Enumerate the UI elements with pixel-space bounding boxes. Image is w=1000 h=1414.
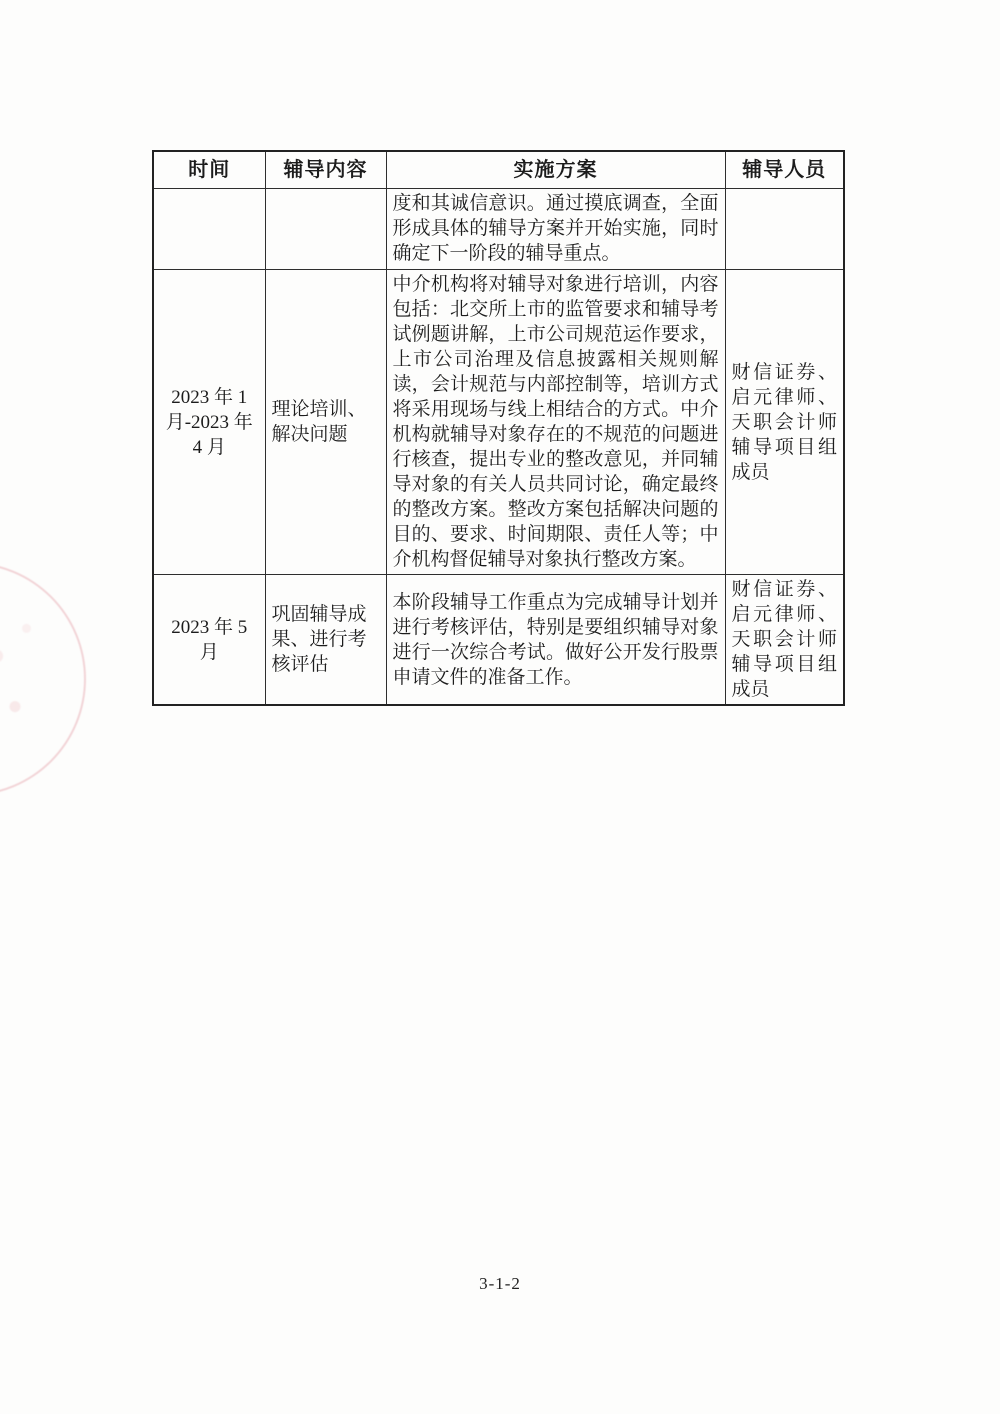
table-row <box>153 189 844 270</box>
cell-staff: 财信证券、启元律师、天职会计师辅导项目组成员 <box>725 270 844 575</box>
header-time: 时间 <box>153 151 265 189</box>
cell-content: 巩固辅导成果、进行考核评估 <box>265 575 386 706</box>
red-seal <box>0 562 86 796</box>
guidance-schedule-table <box>152 150 845 706</box>
header-content: 辅导内容 <box>265 151 386 189</box>
cell-plan: 本阶段辅导工作重点为完成辅导计划并进行考核评估，特别是要组织辅导对象进行一次综合考试。做好公开发行股票申请文件的准备工作。 <box>386 575 725 706</box>
table-row <box>153 575 844 706</box>
cell-staff <box>725 189 844 270</box>
table-header-row <box>153 151 844 189</box>
cell-plan: 度和其诚信意识。通过摸底调查，全面形成具体的辅导方案并开始实施，同时确定下一阶段的辅导重点。 <box>386 189 725 270</box>
cell-time: 2023 年 1 月-2023 年 4 月 <box>153 270 265 575</box>
cell-staff: 财信证券、启元律师、天职会计师辅导项目组成员 <box>725 575 844 706</box>
page-number: 3-1-2 <box>479 1274 521 1293</box>
cell-content <box>265 189 386 270</box>
header-plan: 实施方案 <box>386 151 725 189</box>
cell-content: 理论培训、解决问题 <box>265 270 386 575</box>
cell-time: 2023 年 5 月 <box>153 575 265 706</box>
cell-time <box>153 189 265 270</box>
header-staff: 辅导人员 <box>725 151 844 189</box>
table-row <box>153 270 844 575</box>
cell-plan: 中介机构将对辅导对象进行培训，内容包括：北交所上市的监管要求和辅导考试例题讲解，上市公司规范运作要求，上市公司治理及信息披露相关规则解读，会计规范与内部控制等，培训方式将采用现场与线上相结合的方式。中介机构就辅导对象存在的不规范的问题进行核查，提出专业的整改意见，并同辅导对象的有关人员共同讨论，确定最终的整改方案。整改方案包括解决问题的目的、要求、时间期限、责任人等；中介机构督促辅导对象执行整改方案。 <box>386 270 725 575</box>
